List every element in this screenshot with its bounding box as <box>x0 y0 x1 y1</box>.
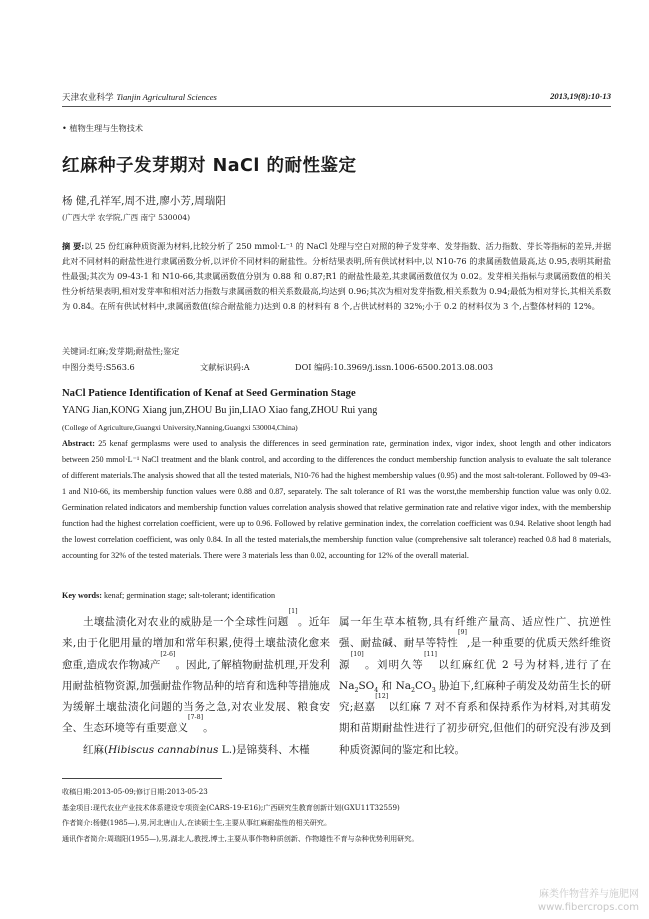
latin-name: Hibiscus cannabinus <box>108 743 219 756</box>
footnote-corresponding: 通讯作者简介:周瑞阳(1955—),男,湖北人,教授,博士,主要从事作物种质创新、作物雄性不育与杂种优势利用研究。 <box>62 833 419 843</box>
journal-name <box>62 91 217 103</box>
citation-ref: [7-8] <box>188 714 204 722</box>
section-label: • 植物生理与生物技术 <box>62 123 144 133</box>
footnote-funding: 基金项目:现代农业产业技术体系建设专项资金(CARS-19-E16);广西研究生教育创新计划(GXU11T32559) <box>62 802 400 812</box>
abstract-en-label: Abstract: <box>62 439 95 448</box>
journal-citation: 2013,19(8):10-13 <box>550 91 611 101</box>
body-paragraph: 属一年生草本植物,具有纤维产量高、适应性广、抗逆性强、耐盐碱、耐旱等特性[9],是一种重要的优质天然纤维资源[10]。刘明久等[11]以红麻红优 2 号为材料,进行了在 $Na_2SO_4$ 和 $Na_2CO_3$ 胁迫下,红麻种子萌发及幼苗生长的研究;赵嘉[12]以红麻 7 对不育系和保持系作为材料,对其萌发期和苗期耐盐性进行了初步研究,但他们的研究没有涉及到种质资源间的鉴定和比较。 <box>339 616 612 756</box>
clc-number: 中图分类号:S563.6 <box>62 362 135 372</box>
watermark-line1: 麻类作物营养与施肥网 <box>539 889 639 900</box>
paper-title: 红麻种子发芽期对 NaCl 的耐性鉴定 <box>62 156 357 176</box>
header-rule <box>62 106 611 107</box>
journal-name-en: Tianjin Agricultural Sciences <box>116 92 217 102</box>
english-title: NaCl Patience Identification of Kenaf at Seed Germination Stage <box>62 388 356 399</box>
watermark-line2: www.fibercrops.com <box>537 902 639 913</box>
journal-name-cn: 天津农业科学 <box>62 93 114 103</box>
keywords-en-text: kenaf; germination stage; salt-tolerant; identification <box>101 591 276 600</box>
keywords-en-label: Key words: <box>62 591 102 600</box>
abstract-cn <box>62 239 611 314</box>
affiliation: (广西大学 农学院,广西 南宁 530004) <box>62 213 191 222</box>
footnotes <box>62 784 622 846</box>
keywords-en <box>62 591 275 600</box>
citation-ref: [9] <box>458 629 467 637</box>
body-column-right <box>339 612 611 761</box>
citation-ref: [11] <box>424 650 437 658</box>
abstract-en-text: 25 kenaf germplasms were used to analysis the differences in seed germination rate, germination index, vigor index, shoot length and other indicators between 250 mmol·L⁻¹ NaCl treatment and the blank control, and according to the differences the conduct membership function analysis to evaluate the salt tolerance of different materials.The analysis showed that all the tested materials, N10-76 had the highest membership values (0.95) and the most salt-tolerant. Followed by 09-43-1 and N10-66, its membership function values were 0.88 and 0.87, separately. The salt tolerance of R1 was the worst,the membership function value was only 0.02. Germination related indicators and membership function values correlation analysis showed that relative germination rate and relative vigor index, with the membership function had the highest correlation coefficient, were up to 0.96. Followed by relative germination index, the correlation coefficient was 0.94. Relative shoot length had the lowest correlation coefficient, was only 0.84. In all the tested materials,the membership function value (comprehensive salt tolerance) reached 0.8 had 8 materials, accounting for 32% of the tested materials. There were 3 materials less than 0.02, accounting for 12% of the overall material. <box>62 439 611 560</box>
authors: 杨 健,孔祥军,周不进,廖小芳,周瑞阳 <box>62 195 226 207</box>
citation-ref: [10] <box>350 650 364 658</box>
body-paragraph: 土壤盐渍化对农业的威胁是一个全球性问题[1]。近年来,由于化肥用量的增加和常年积累,使得土壤盐渍化愈来愈重,造成农作物减产[2-6]。因此,了解植物耐盐机理,开发利用耐盐植物资源,加强耐盐作物品种的培育和选种等措施成为缓解土壤盐渍化问题的当务之急,对农业发展、粮食安全、生态环境等有重要意义[7-8]。 <box>62 608 331 735</box>
citation-ref: [1] <box>288 608 298 615</box>
abstract-cn-text: 以 25 份红麻种质资源为材料,比较分析了 250 mmol·L⁻¹ 的 NaCl 处理与空白对照的种子发芽率、发芽指数、活力指数、芽长等指标的差异,并据此对不同材料的耐盐性进行隶属函数分析,以评价不同材料的耐盐性。分析结果表明,所有供试材料中,以 N10-76 的隶属函数值最高,达 0.95,表明其耐盐性最强;其次为 09-43-1 和 N10-66,其隶属函数值分别为 0.88 和 0.87;R1 的耐盐性最差,其隶属函数值仅为 0.02。发芽相关指标与隶属函数值的相关性分析结果表明,相对发芽率和相对活力指数与隶属函数的相关系数最高,均达到 0.96;其次为相对发芽指数,相关系数为 0.94;最低为相对芽长,其相关系数为 0.84。在所有供试材料中,隶属函数值(综合耐盐能力)达到 0.8 的材料有 8 个,占供试材料的 32%;小于 0.2 的材料仅为 3 个,占整体材料的 12%。 <box>62 241 612 312</box>
footnote-rule <box>62 778 222 779</box>
abstract-cn-label: 摘 要: <box>62 241 85 251</box>
keywords-cn: 关键词:红麻;发芽期;耐盐性;鉴定 <box>62 346 180 356</box>
abstract-en <box>62 436 611 564</box>
citation-ref: [12] <box>375 693 389 701</box>
english-authors: YANG Jian,KONG Xiang jun,ZHOU Bu jin,LIAO Xiao fang,ZHOU Rui yang <box>62 405 378 416</box>
doi: DOI 编码:10.3969/j.issn.1006-6500.2013.08.003 <box>295 362 494 372</box>
body-column-left <box>62 608 331 761</box>
footnote-received: 收稿日期:2013-05-09;修订日期:2013-05-23 <box>62 787 208 796</box>
document-code: 文献标识码:A <box>200 362 250 372</box>
english-affiliation: (College of Agriculture,Guangxi University,Nanning,Guangxi 530004,China) <box>62 423 298 432</box>
footnote-author: 作者简介:杨健(1985—),男,河北唐山人,在读硕士生,主要从事红麻耐盐性的相关研究。 <box>62 818 332 828</box>
watermark <box>538 888 639 914</box>
body-paragraph: 红麻(Hibiscus cannabinus L.)是锦葵科、木槿 <box>83 743 310 756</box>
citation-ref: [2-6] <box>160 650 176 658</box>
